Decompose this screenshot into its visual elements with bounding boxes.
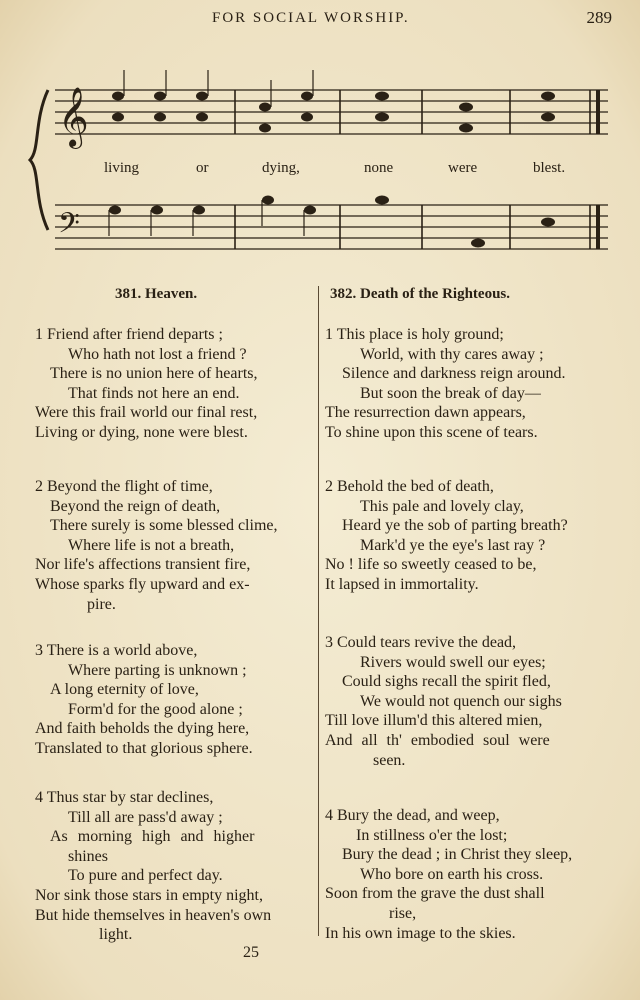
verse-line: There surely is some blessed clime,: [50, 517, 278, 535]
hymn-382-title: 382. Death of the Righteous.: [330, 286, 510, 302]
bass-clef-icon: 𝄢: [58, 207, 80, 247]
verse-line: But soon the break of day—: [360, 384, 541, 402]
hymn-381-stanza-2: [35, 477, 278, 614]
verse-line: This pale and lovely clay,: [360, 497, 524, 515]
verse-line: pire.: [87, 595, 116, 613]
verse-line: Heard ye the sob of parting breath?: [342, 517, 568, 535]
verse-line: A long eternity of love,: [50, 681, 199, 699]
verse-line: Could sighs recall the spirit fled,: [342, 673, 551, 691]
verse-line: 3 Could tears revive the dead,: [325, 634, 517, 651]
bass-notes: [109, 196, 555, 248]
bass-staff: [55, 205, 608, 249]
verse-line: 2 Beyond the flight of time,: [35, 478, 213, 495]
verse-line: Where parting is unknown ;: [68, 661, 247, 679]
verse-line: Silence and darkness reign around.: [342, 365, 566, 383]
verse-line: Beyond the reign of death,: [50, 497, 221, 515]
verse-line: Nor sink those stars in empty night,: [35, 886, 263, 904]
verse-line: Living or dying, none were blest.: [35, 423, 248, 441]
lyric-word: dying,: [262, 160, 300, 176]
verse-line: That finds not here an end.: [68, 384, 240, 402]
verse-line: rise,: [389, 904, 417, 922]
hymn-382-stanza-1: [325, 325, 565, 443]
hymn-381-stanza-3: [35, 641, 253, 759]
verse-line: To pure and perfect day.: [68, 867, 223, 885]
treble-staff: [55, 90, 608, 134]
verse-line: 3 There is a world above,: [35, 642, 198, 659]
treble-clef-icon: 𝄞: [58, 87, 89, 147]
verse-line: But hide themselves in heaven's own: [35, 906, 272, 924]
verse-line: 2 Behold the bed of death,: [325, 478, 494, 495]
verse-line: Bury the dead ; in Christ they sleep,: [342, 846, 573, 864]
verse-line: Were this frail world our final rest,: [35, 404, 258, 422]
verse-line: The resurrection dawn appears,: [325, 404, 526, 422]
verse-line: 1 Friend after friend departs ;: [35, 326, 223, 343]
verse-line: 4 Bury the dead, and weep,: [325, 807, 500, 824]
verse-line: There is no union here of hearts,: [50, 365, 258, 383]
hymn-382-stanza-4: [325, 806, 572, 943]
verse-line: And all th' embodied soul were: [325, 731, 550, 749]
verse-line: In stillness o'er the lost;: [356, 826, 508, 844]
lyric-word: living: [104, 160, 140, 176]
verse-line: 4 Thus star by star declines,: [35, 789, 214, 806]
verse-line: No ! life so sweetly ceased to be,: [325, 556, 537, 574]
verse-line: light.: [99, 926, 133, 944]
hymn-382-stanza-3: [325, 633, 562, 770]
brace-icon: [30, 90, 48, 230]
page-number: 289: [586, 8, 612, 27]
verse-line: 1 This place is holy ground;: [325, 326, 504, 343]
verse-line: seen.: [373, 751, 406, 769]
verse-line: World, with thy cares away ;: [360, 345, 544, 363]
verse-line: Who bore on earth his cross.: [360, 865, 544, 883]
verse-line: Who hath not lost a friend ?: [68, 345, 247, 363]
lyric-word: or: [196, 160, 209, 176]
verse-line: Rivers would swell our eyes;: [360, 653, 546, 671]
signature-mark: 25: [243, 944, 259, 961]
lyric-word: none: [364, 160, 394, 176]
verse-line: Form'd for the good alone ;: [68, 700, 243, 718]
hymn-381-stanza-4: [35, 788, 271, 945]
lyric-word: blest.: [533, 160, 566, 176]
column-divider: [318, 286, 319, 936]
verse-line: shines: [68, 847, 108, 865]
verse-line: Soon from the grave the dust shall: [325, 885, 545, 903]
verse-line: To shine upon this scene of tears.: [325, 423, 538, 441]
verse-line: And faith beholds the dying here,: [35, 720, 250, 738]
verse-line: In his own image to the skies.: [325, 924, 516, 942]
hymn-382-stanza-2: [325, 477, 568, 595]
lyric-word: were: [448, 160, 478, 176]
verse-line: Till love illum'd this altered mien,: [325, 712, 543, 730]
verse-line: As morning high and higher: [50, 828, 255, 846]
verse-line: Where life is not a breath,: [68, 536, 235, 554]
verse-line: It lapsed in immortality.: [325, 575, 479, 593]
verse-line: Whose sparks fly upward and ex-: [35, 575, 250, 593]
hymn-381-title: 381. Heaven.: [115, 286, 198, 302]
verse-line: Nor life's affections transient fire,: [35, 556, 251, 574]
verse-line: Mark'd ye the eye's last ray ?: [360, 536, 546, 554]
verse-line: We would not quench our sighs: [360, 692, 562, 710]
verse-line: Till all are pass'd away ;: [68, 808, 223, 826]
verse-line: Translated to that glorious sphere.: [35, 739, 253, 757]
hymn-381-stanza-1: [35, 325, 257, 443]
running-title: FOR SOCIAL WORSHIP.: [212, 10, 410, 26]
